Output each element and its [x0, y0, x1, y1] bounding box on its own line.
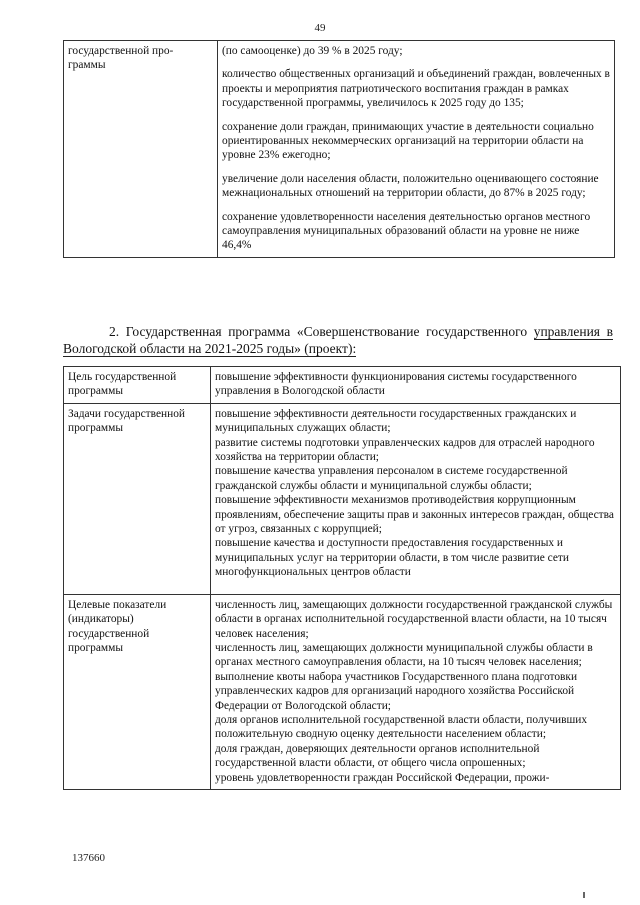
- section-heading: [63, 323, 613, 357]
- indicator-item: (по самооценке) до 39 % в 2025 году;: [222, 45, 403, 57]
- table-row: [64, 41, 615, 258]
- tasks-label: Задачи государственной программы: [64, 403, 211, 594]
- indicator-item: сохранение удовлетворенности населения деятельностью органов местного самоуправления муниципальных образований области на уровне не ниже 46,4%: [222, 210, 591, 252]
- section-heading-line1: 2. Государственная программа «Совершенствование государственного: [109, 324, 528, 339]
- task-item: повышение качества и доступности предоставления государственных и муниципальных услуг на территории области, в том числе развитие сети многофункциональных центров области: [215, 537, 569, 579]
- indicator-item: количество общественных организаций и объединений граждан, вовлеченных в проекты и мероприятия патриотического воспитания граждан в рамках государственной программы, увеличилось к 2025 году до 135;: [222, 68, 610, 110]
- footer-code: 137660: [72, 852, 105, 864]
- task-item: повышение эффективности деятельности государственных гражданских и муниципальных служащих области;: [215, 407, 577, 435]
- indicator-item: доля граждан, доверяющих деятельности органов исполнительной государственной власти области, от общего числа опрошенных;: [215, 742, 540, 770]
- indicator-item: выполнение квоты набора участников Государственного плана подготовки управленческих кадров для организаций народного хозяйства Российской Федерации от Вологодской области;: [215, 670, 578, 712]
- task-item: повышение эффективности механизмов противодействия коррупционным проявлениям, обеспечение защиты прав и законных интересов граждан, общества от угроз, связанных с коррупцией;: [215, 494, 614, 536]
- indicator-item: увеличение доли населения области, положительно оценивающего состояние межнациональных отношений на территории области, до 87% в 2025 году;: [222, 172, 599, 200]
- goal-value: повышение эффективности функционирования системы государственного управления в Вологодской области: [211, 367, 621, 404]
- indicator-item: уровень удовлетворенности граждан Российской Федерации, прожи-: [215, 771, 550, 784]
- spacer: [215, 580, 616, 590]
- indicator-item: доля органов исполнительной государственной власти области, получивших положительную сводную оценку деятельности населением области;: [215, 713, 588, 741]
- row-label: [64, 41, 218, 258]
- table-row: [64, 367, 621, 404]
- page-number: 49: [314, 22, 326, 34]
- row-label-text: государственной про- граммы: [68, 45, 174, 72]
- program-indicators-table-continued: [63, 40, 615, 258]
- program-passport-table: [63, 366, 621, 790]
- scan-mark: [583, 892, 585, 898]
- indicators-value: [211, 594, 621, 789]
- indicators-label: Целевые показатели (индикаторы) государственной программы: [64, 594, 211, 789]
- indicator-item: численность лиц, замещающих должности государственной гражданской службы области в органах исполнительной государственной власти области, на 10 тысяч человек населения;: [215, 598, 613, 640]
- indicator-item: сохранение доли граждан, принимающих участие в деятельности социально ориентированных некоммерческих организаций на территории области на уровне 23% ежегодно;: [222, 120, 594, 162]
- task-item: повышение качества управления персоналом в системе государственной гражданской службы области и муниципальной службы области;: [215, 465, 568, 492]
- section-heading-line2: управления в Вологодской области на 2021-2025 годы» (проект):: [63, 324, 613, 356]
- row-value: [218, 41, 615, 258]
- tasks-value: [211, 403, 621, 594]
- indicator-item: численность лиц, замещающих должности муниципальной службы области в органах местного самоуправления области, на 10 тысяч человек населения;: [215, 641, 593, 669]
- table-row: [64, 403, 621, 594]
- goal-label: Цель государственной программы: [64, 367, 211, 404]
- table-row: [64, 594, 621, 789]
- task-item: развитие системы подготовки управленческих кадров для отраслей народного хозяйства на территории области;: [215, 436, 595, 464]
